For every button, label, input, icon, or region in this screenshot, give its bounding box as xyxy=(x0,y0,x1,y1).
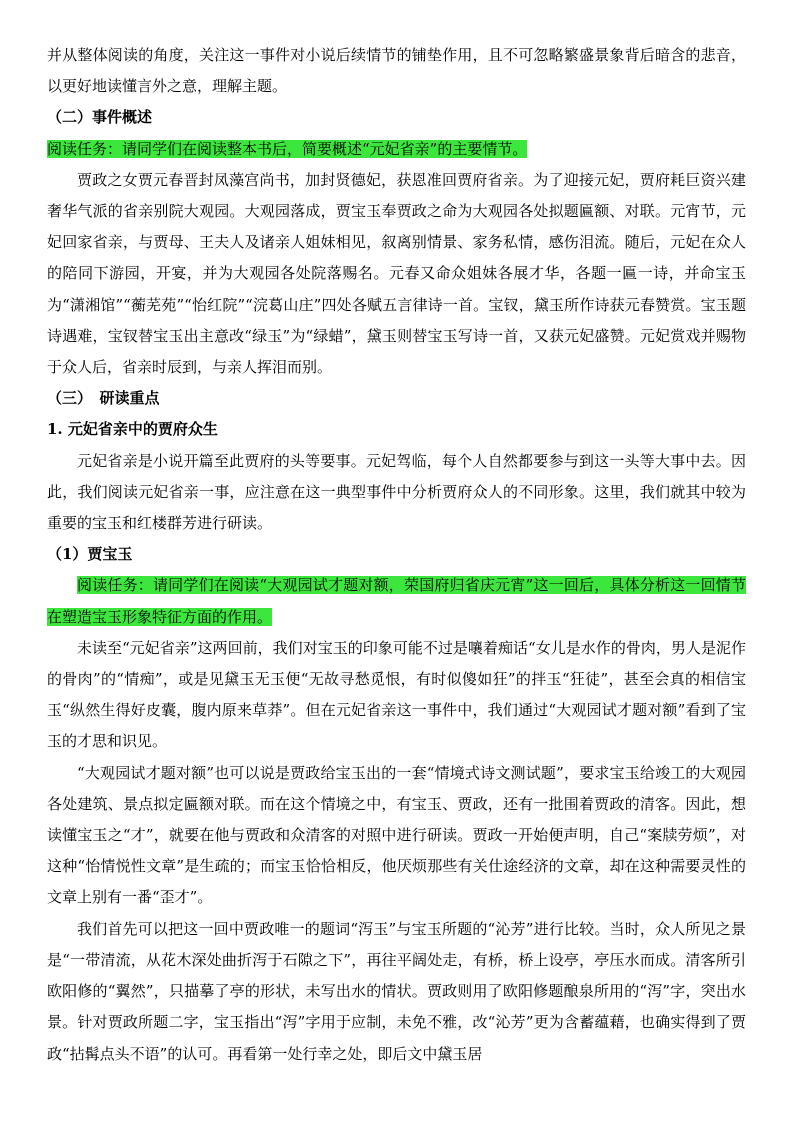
baoyu-impression-paragraph: 未读至“元妃省亲”这两回前，我们对宝玉的印象可能不过是嚷着痴话“女儿是水作的骨肉，男人是泥作的骨肉”的“情痴”，或是见黛玉无玉便“无故寻愁觅恨，有时似傻如狂”的拌玉“狂徒”，甚至会真的相信宝玉“纵然生得好皮囊，腹内原来草莽”。但在元妃省亲这一事件中，我们通过“大观园试才题对额”看到了宝玉的才思和识见。 xyxy=(47,638,746,751)
subsection-heading-jia-household: 1. 元妃省亲中的贾府众生 xyxy=(47,420,218,439)
subsection-heading-jia-baoyu: （1）贾宝玉 xyxy=(47,545,133,564)
plot-summary-paragraph: 贾政之女贾元春晋封凤藻宫尚书，加封贤德妃，获恩准回贾府省亲。为了迎接元妃，贾府耗巨资兴建奢华气派的省亲别院大观园。大观园落成，贾宝玉奉贾政之命为大观园各处拟题匾额、对联。元宵节，元妃回家省亲，与贾母、王夫人及诸亲人姐妹相见，叙离别情景、家务私情，感伤泪流。随后，元妃在众人的陪同下游园，开宴，并为大观园各处院落赐名。元春又命众姐妹各展才华，各题一匾一诗，并命宝玉为“潇湘馆”“蘅芜苑”“怡红院”“浣葛山庄”四处各赋五言律诗一首。宝钗，黛玉所作诗获元春赞赏。宝玉题诗遇难，宝钗替宝玉出主意改“绿玉”为“绿蜡”，黛玉则替宝玉写诗一首，又获元妃盛赞。元妃赏戏并赐物于众人后，省亲时辰到，与亲人挥泪而别。 xyxy=(47,170,746,377)
highlighted-task-text: 阅读任务：请同学们在阅读“大观园试才题对额，荣国府归省庆元宵”这一回后，具体分析这一回情节在塑造宝玉形象特征方面的作用。 xyxy=(47,576,746,626)
section-heading-key-points: （三） 研读重点 xyxy=(47,389,160,408)
household-paragraph: 元妃省亲是小说开篇至此贾府的头等要事。元妃驾临，每个人自然都要参与到这一头等大事中去。因此，我们阅读元妃省亲一事，应注意在这一典型事件中分析贾府众人的不同形象。这里，我们就其中较为重要的宝玉和红楼群芳进行研读。 xyxy=(47,451,746,533)
document-body xyxy=(47,0,746,1070)
reading-task-baoyu xyxy=(47,570,746,632)
inscription-comparison-paragraph: 我们首先可以把这一回中贾政唯一的题词“泻玉”与宝玉所题的“沁芳”进行比较。当时，众人所见之景是“一带清流，从花木深处曲折泻于石隙之下”，再往平阔处走，有桥，桥上设亭，亭压水而成。清客所引欧阳修的“翼然”，只描摹了亭的形状，未写出水的情状。贾政则用了欧阳修题酿泉所用的“泻”字，突出水景。针对贾政所题二字，宝玉指出“泻”字用于应制，未免不雅，改“沁芳”更为含蓄蕴藉，也确实得到了贾政“拈髯点头不语”的认可。再看第一处行幸之处，即后文中黛玉居 xyxy=(47,919,746,1063)
section-heading-event-summary: （二）事件概述 xyxy=(47,108,153,127)
intro-paragraph: 并从整体阅读的角度，关注这一事件对小说后续情节的铺垫作用，且不可忽略繁盛景象背后暗含的悲音，以更好地读懂言外之意，理解主题。 xyxy=(47,46,746,96)
inscription-test-paragraph: “大观园试才题对额”也可以说是贾政给宝玉出的一套“情境式诗文测试题”，要求宝玉给竣工的大观园各处建筑、景点拟定匾额对联。而在这个情境之中，有宝玉、贾政，还有一批围着贾政的清客。因此，想读懂宝玉之“才”，就要在他与贾政和众清客的对照中进行研读。贾政一开始便声明，自己“案牍劳烦”，对这种“怡情悦性文章”是生疏的；而宝玉恰恰相反，他厌烦那些有关仕途经济的文章，却在这种需要灵性的文章上别有一番“歪才”。 xyxy=(47,763,746,907)
reading-task-summary xyxy=(47,134,746,165)
highlighted-task-text: 阅读任务：请同学们在阅读整本书后，简要概述“元妃省亲”的主要情节。 xyxy=(47,139,528,158)
